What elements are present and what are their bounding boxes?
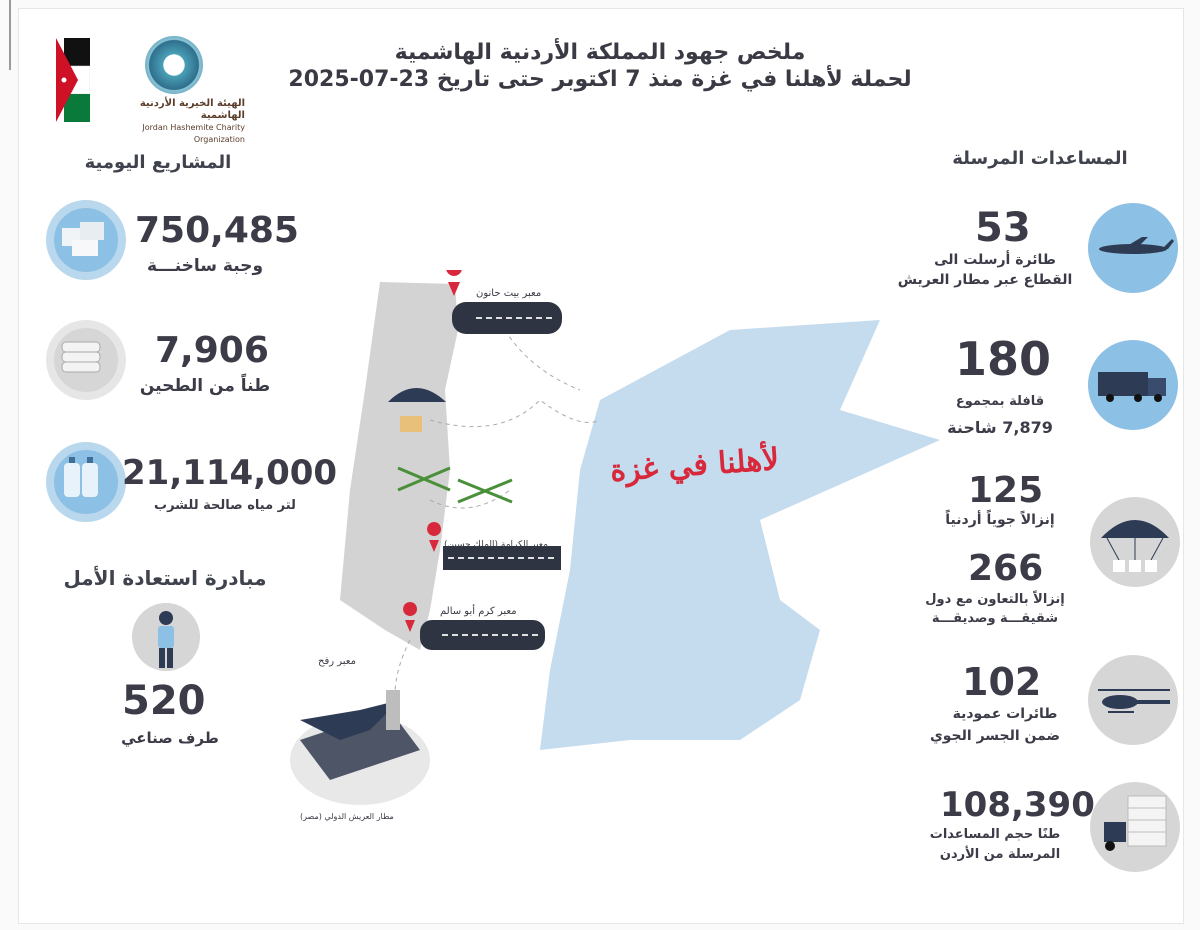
convoys-label-1: قافلة بمجموع bbox=[955, 394, 1045, 409]
karem-abu-salem-crossing: معبر كرم أبو سالم bbox=[440, 606, 517, 617]
prosthetics-value: 520 bbox=[122, 678, 206, 724]
child-figure-art bbox=[150, 608, 182, 670]
planes-label-2: القطاع عبر مطار العريش bbox=[897, 272, 1073, 288]
organization-name: الهيئة الخيرية الأردنية الهاشمية Jordan Hashemite Charity Organization bbox=[139, 98, 245, 144]
page-title: ملخص جهود المملكة الأردنية الهاشمية bbox=[394, 40, 806, 65]
jordan-shape bbox=[540, 320, 940, 750]
water-label: لتر مياه صالحة للشرب bbox=[154, 498, 296, 513]
charity-seal-logo bbox=[145, 36, 203, 94]
cargo-plane-art bbox=[1092, 235, 1174, 261]
flour-sack-icon-art bbox=[60, 338, 104, 378]
joint-airdrops-value: 266 bbox=[968, 548, 1044, 589]
flour-value: 7,906 bbox=[155, 330, 269, 371]
rafah-crossing: معبر رفح bbox=[318, 656, 356, 667]
meals-label: وجبة ساخنـــة bbox=[146, 256, 264, 276]
planes-label-1: طائرة أرسلت الى bbox=[934, 252, 1056, 268]
daily-projects-title: المشاريع اليومية bbox=[68, 152, 248, 173]
prosthetics-label: طرف صناعي bbox=[121, 729, 219, 747]
forklift-art bbox=[1098, 792, 1172, 858]
jordan-airdrops-value: 125 bbox=[968, 470, 1044, 511]
jordan-airdrops-label: إنزالاً جوياً أردنياً bbox=[945, 512, 1055, 528]
total-tons-label-1: طنًا حجم المساعدات bbox=[929, 827, 1061, 842]
hope-initiative-title: مبادرة استعادة الأمل bbox=[63, 566, 267, 590]
truck-art bbox=[1098, 368, 1168, 404]
convoys-label-2: 7,879 شاحنة bbox=[947, 418, 1053, 437]
parachute-art bbox=[1097, 508, 1173, 578]
beit-hanoun-crossing: معبر بيت حانون bbox=[476, 288, 542, 299]
page-subtitle: لحملة لأهلنا في غزة منذ 7 اكتوبر حتى تاريخ 23-07-2025 bbox=[288, 67, 912, 92]
water-value: 21,114,000 bbox=[122, 453, 338, 493]
total-tons-label-2: المرسلة من الأردن bbox=[939, 847, 1061, 862]
helicopters-value: 102 bbox=[962, 660, 1042, 704]
jordan-flag-logo bbox=[56, 38, 90, 122]
joint-airdrops-label-2: شقيقـــة وصديقـــة bbox=[931, 611, 1059, 626]
convoys-value: 180 bbox=[955, 332, 1052, 386]
total-tons-value: 108,390 bbox=[940, 785, 1095, 825]
helicopters-label-2: ضمن الجسر الجوي bbox=[929, 728, 1061, 744]
arish-airport: مطار العريش الدولي (مصر) bbox=[300, 812, 394, 821]
palestine-shape bbox=[340, 282, 458, 650]
region-map bbox=[280, 270, 970, 830]
meals-value: 750,485 bbox=[135, 210, 299, 251]
flour-label: طناً من الطحين bbox=[139, 376, 271, 396]
page-header bbox=[270, 40, 930, 92]
meal-box-icon-art bbox=[58, 214, 114, 264]
aid-sent-title: المساعدات المرسلة bbox=[935, 148, 1145, 169]
planes-value: 53 bbox=[975, 205, 1031, 251]
helicopter-art bbox=[1094, 686, 1174, 716]
karama-crossing: معبر الكرامة (الملك حسين) bbox=[444, 540, 548, 550]
joint-airdrops-label-1: إنزالاً بالتعاون مع دول bbox=[925, 592, 1065, 607]
gaza-slogan: لأهلنا في غزة bbox=[608, 442, 781, 489]
window-edge bbox=[9, 0, 11, 70]
helicopters-label-1: طائرات عمودية bbox=[952, 706, 1058, 722]
water-bottle-icon-art bbox=[60, 455, 104, 503]
